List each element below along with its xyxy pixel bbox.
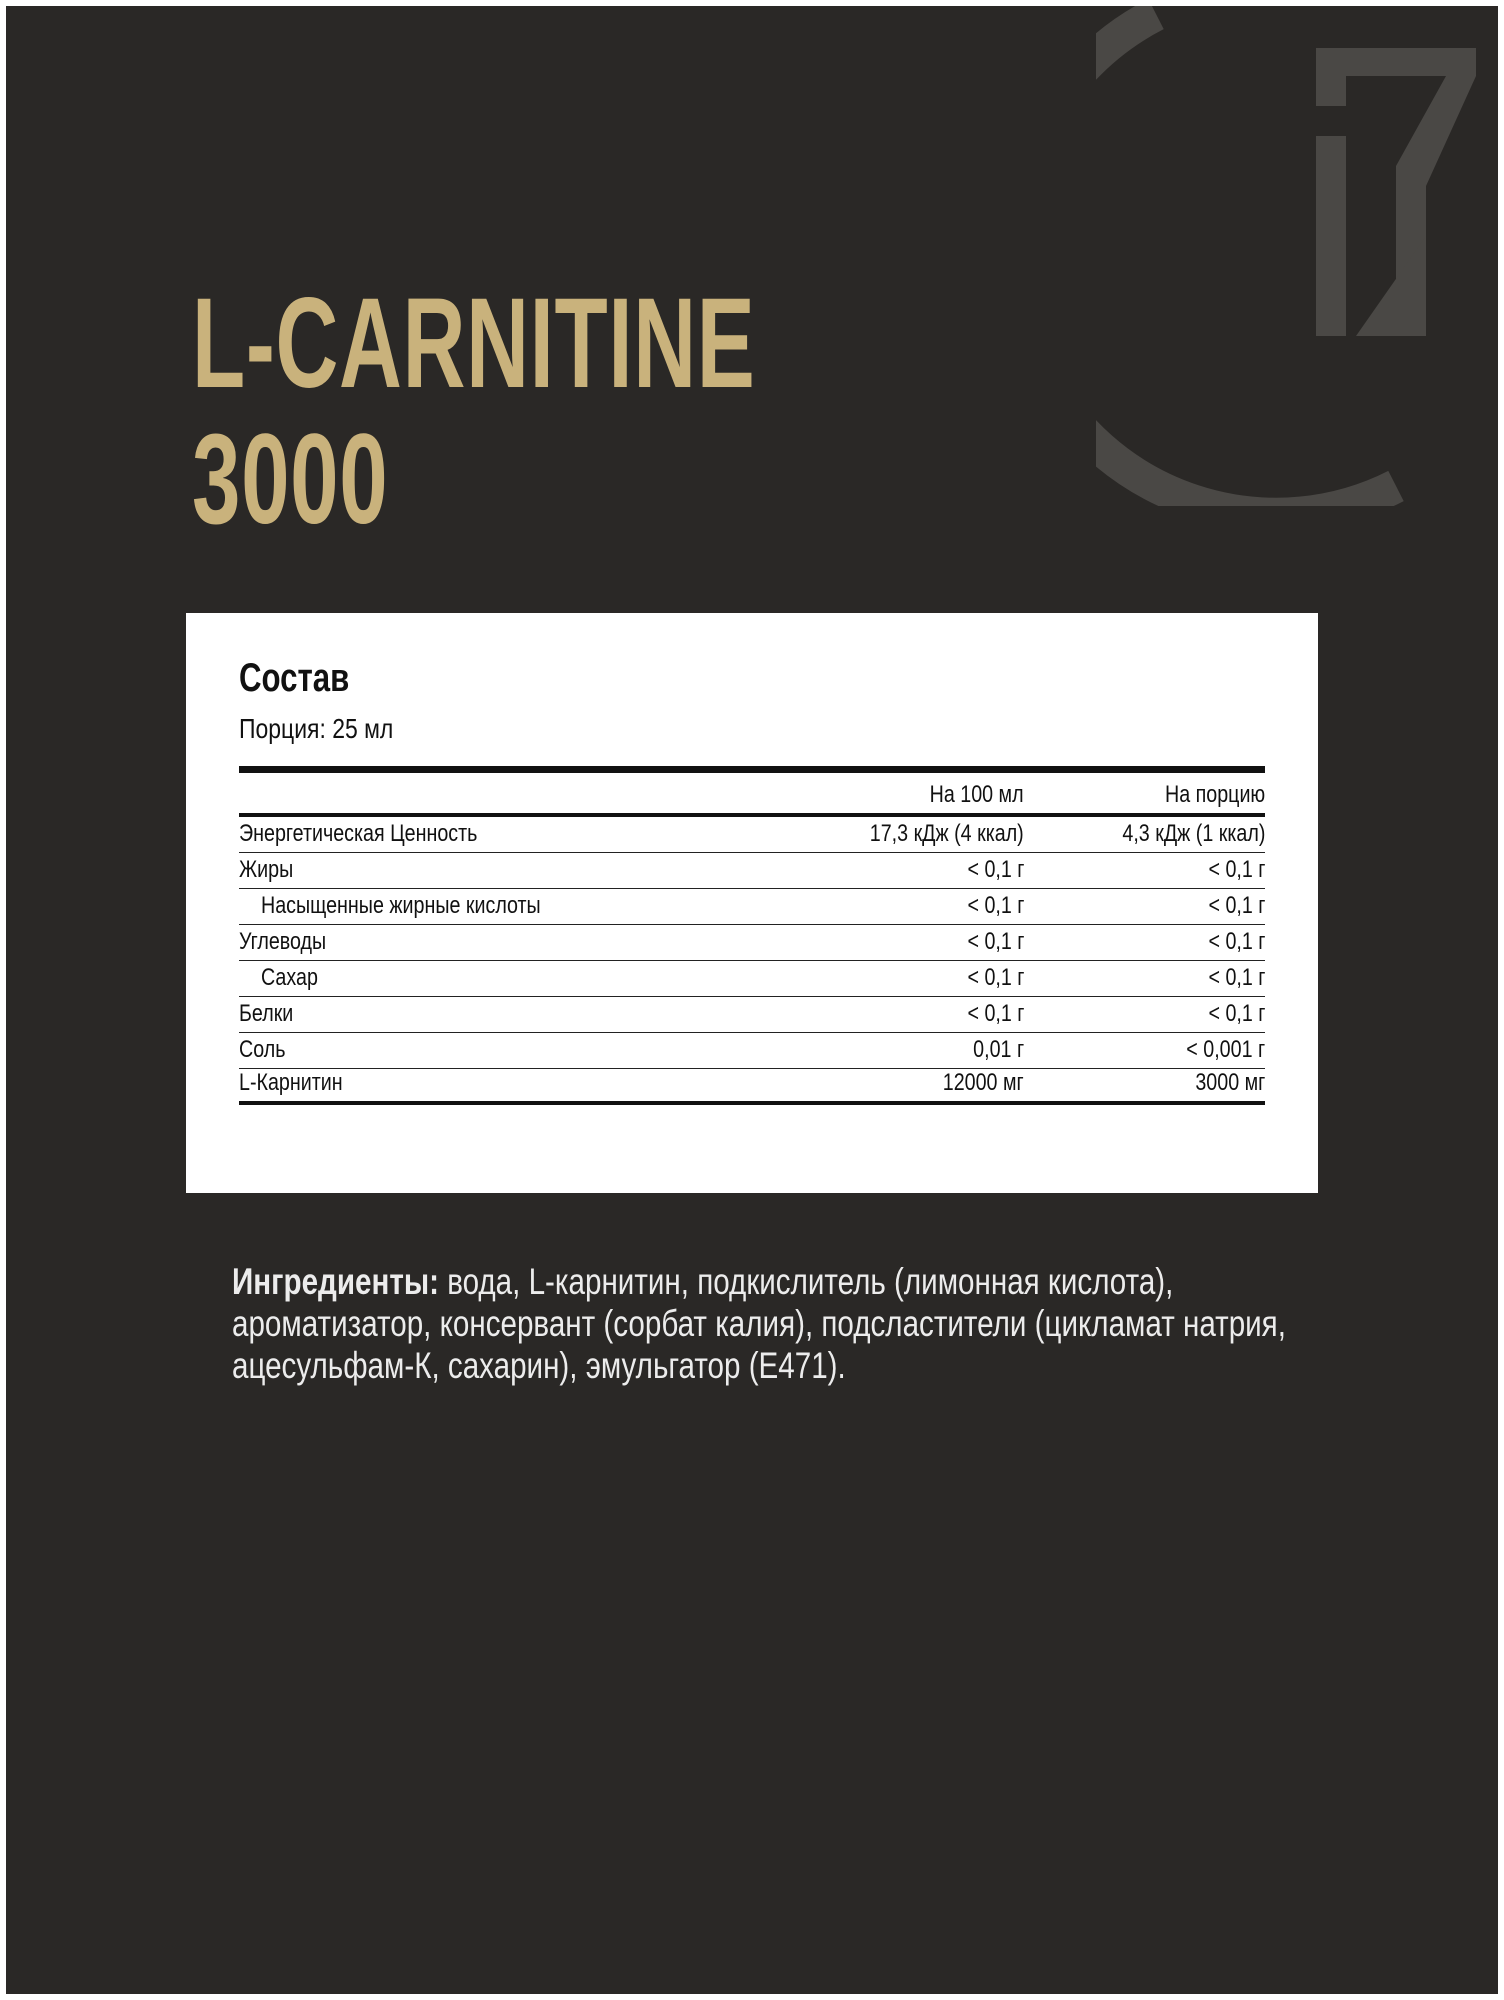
product-title-line1: L-CARNITINE xyxy=(192,272,756,415)
ingredients-text xyxy=(232,1261,1286,1387)
value-per-serving: < 0,1 г xyxy=(1208,1000,1265,1027)
ingredients-line-3: ацесульфам-К, сахарин), эмульгатор (Е471). xyxy=(232,1345,846,1386)
value-per100: < 0,1 г xyxy=(967,892,1024,919)
value-per-serving: < 0,1 г xyxy=(1208,856,1265,883)
product-title-line2: 3000 xyxy=(192,408,389,551)
nutrient-name: Углеводы xyxy=(239,928,327,955)
nutrition-row xyxy=(239,925,1265,961)
column-header-per100: На 100 мл xyxy=(930,781,1024,808)
value-per100: 0,01 г xyxy=(973,1036,1024,1063)
nutrition-row xyxy=(239,961,1265,997)
nutrition-row xyxy=(239,889,1265,925)
nutrient-name: Энергетическая Ценность xyxy=(239,820,478,847)
value-per-serving: < 0,001 г xyxy=(1186,1036,1265,1063)
nutrition-row xyxy=(239,1033,1265,1069)
nutrition-table xyxy=(239,766,1265,1105)
ingredients-line-2: ароматизатор, консервант (сорбат калия), подсластители (цикламат натрия, xyxy=(232,1303,1286,1344)
nutrient-name: Сахар xyxy=(261,964,318,991)
value-per100: 17,3 кДж (4 ккал) xyxy=(870,820,1024,847)
value-per-serving: 4,3 кДж (1 ккал) xyxy=(1121,820,1265,847)
nutrient-name: L-Карнитин xyxy=(239,1069,343,1096)
ingredients-label: Ингредиенты: xyxy=(232,1261,439,1302)
nutrient-name: Белки xyxy=(239,1000,294,1027)
value-per-serving: 3000 мг xyxy=(1195,1069,1265,1096)
value-per100: < 0,1 г xyxy=(967,964,1024,991)
value-per-serving: < 0,1 г xyxy=(1208,892,1265,919)
value-per100: < 0,1 г xyxy=(967,928,1024,955)
column-header-per-serving: На порцию xyxy=(1164,781,1265,808)
nutrient-name: Соль xyxy=(239,1036,286,1063)
value-per100: < 0,1 г xyxy=(967,1000,1024,1027)
value-per-serving: < 0,1 г xyxy=(1208,928,1265,955)
brand-monogram-icon xyxy=(1096,6,1498,506)
nutrition-row xyxy=(239,817,1265,853)
value-per100: 12000 мг xyxy=(943,1069,1024,1096)
product-title xyxy=(192,272,756,551)
ingredients-line-1: вода, L-карнитин, подкислитель (лимонная кислота), xyxy=(438,1261,1174,1302)
composition-card xyxy=(186,613,1318,1193)
serving-size: Порция: 25 мл xyxy=(239,713,394,744)
nutrition-header-row xyxy=(239,773,1265,817)
nutrition-row xyxy=(239,853,1265,889)
nutrient-name: Жиры xyxy=(239,856,294,883)
nutrition-row xyxy=(239,997,1265,1033)
value-per-serving: < 0,1 г xyxy=(1208,964,1265,991)
nutrition-row xyxy=(239,1069,1265,1105)
composition-heading: Состав xyxy=(239,656,350,700)
nutrient-name: Насыщенные жирные кислоты xyxy=(261,892,541,919)
product-panel xyxy=(6,6,1498,1994)
value-per100: < 0,1 г xyxy=(967,856,1024,883)
